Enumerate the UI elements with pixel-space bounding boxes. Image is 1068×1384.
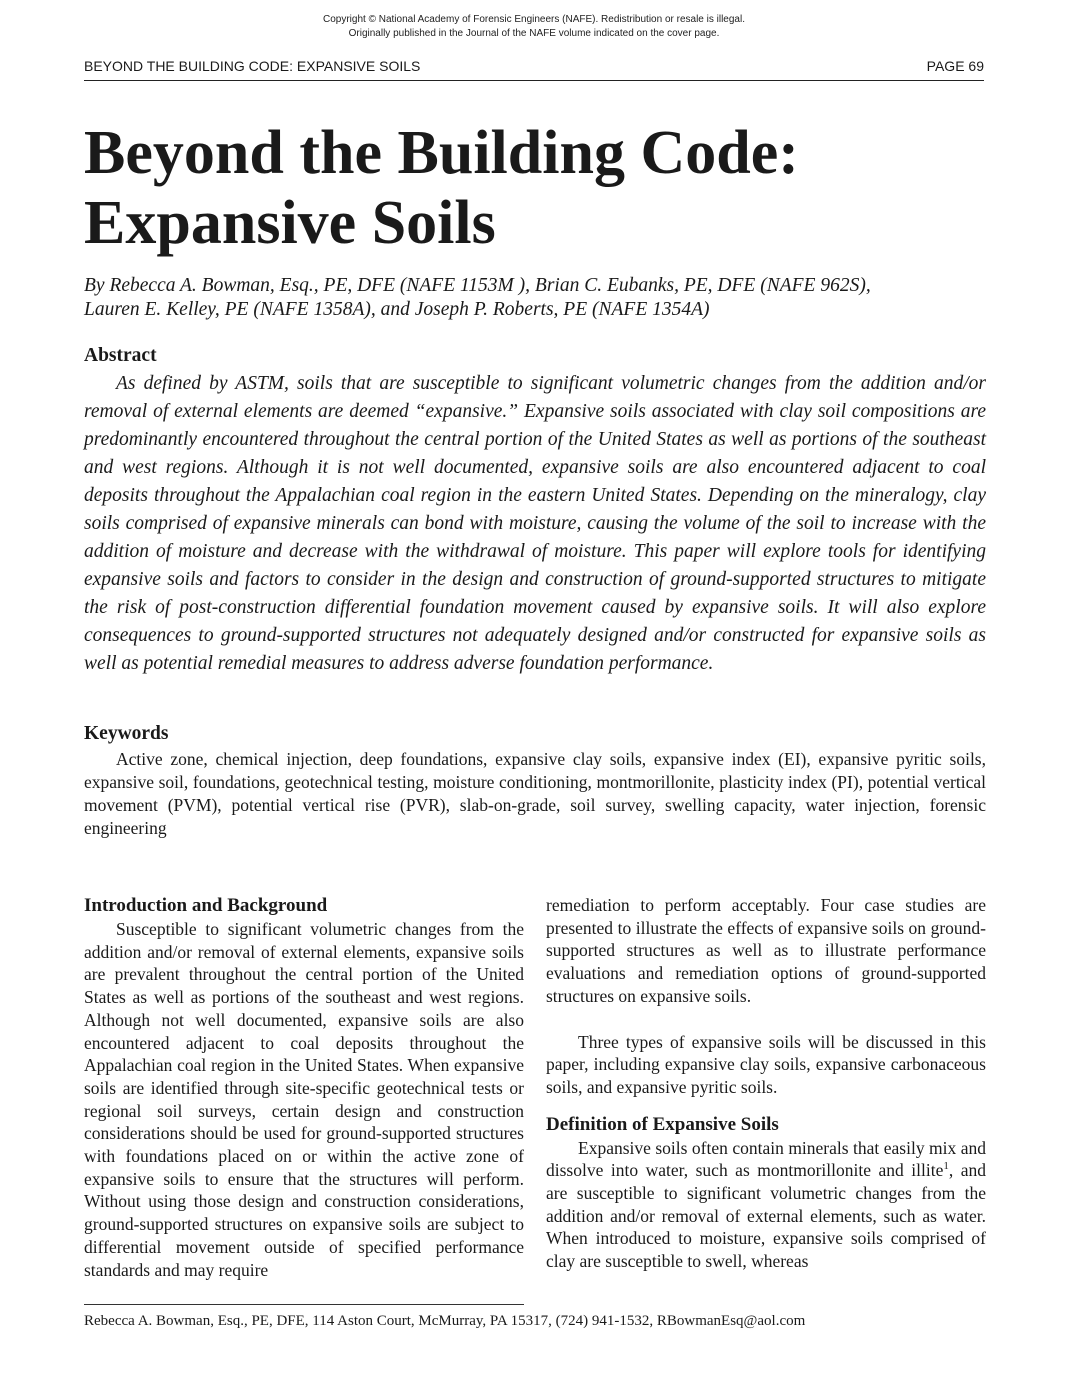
footnote-divider (84, 1304, 524, 1305)
footnote-ref-1[interactable]: 1 (943, 1160, 949, 1173)
left-column (84, 894, 524, 1281)
intro-paragraph-2: Three types of expansive soils will be discussed in this paper, including expansive clay soils, expansive carbonaceous soils, and expansive pyritic soils. (546, 1031, 986, 1097)
keywords-heading: Keywords (84, 723, 169, 744)
keywords-body: Active zone, chemical injection, deep foundations, expansive clay soils, expansive index (EI), expansive pyritic soils, expansive soil, foundations, geotechnical testing, moisture conditioning, montmorillonite, plasticity index (PI), potential vertical movement (PVM), potential vertical rise (PVR), slab-on-grade, soil survey, swelling capacity, water injection, forensic engineering (84, 749, 986, 838)
copyright-notice (0, 13, 1068, 41)
definition-text-b: , and are susceptible to significant volumetric changes from the addition and/or removal of external elements, such as water. When introduced to moisture, expansive soils comprised of clay are susceptible to swell, whereas (546, 1160, 986, 1272)
intro-paragraph-1: Susceptible to significant volumetric changes from the addition and/or removal of external elements, expansive soils are prevalent throughout the central portion of the United States as well as portions of the southeast and west regions. Although not well documented, expansive soils are also encountered adjacent to coal deposits throughout the Appalachian coal region in the United States. When expansive soils are identified through site-specific geotechnical tests or regional soil surveys, certain design and construction considerations should be used for ground-supported structures with foundations placed on or within the active zone of expansive soils to ensure that the structures will perform. Without using those design and construction considerations, ground-supported structures on expansive soils are subject to differential movement outside of specified performance standards and may require (84, 919, 524, 1280)
copyright-line-1: Copyright © National Academy of Forensic Engineers (NAFE). Redistribution or resale is illegal. (323, 14, 745, 25)
definition-text-a: Expansive soils often contain minerals that easily mix and dissolve into water, such as montmorillonite and illite (546, 1137, 986, 1181)
abstract-heading: Abstract (84, 345, 157, 366)
definition-heading: Definition of Expansive Soils (546, 1113, 779, 1135)
right-column (546, 894, 986, 1273)
copyright-line-2: Originally published in the Journal of the NAFE volume indicated on the cover page. (348, 28, 720, 39)
author-line-1: By Rebecca A. Bowman, Esq., PE, DFE (NAFE 1153M ), Brian C. Eubanks, PE, DFE (NAFE 962S), (84, 275, 871, 296)
intro-heading: Introduction and Background (84, 895, 328, 916)
author-footnote: Rebecca A. Bowman, Esq., PE, DFE, 114 Aston Court, McMurray, PA 15317, (724) 941-1532, RBowmanEsq@aol.com (84, 1313, 806, 1329)
running-title: BEYOND THE BUILDING CODE: EXPANSIVE SOILS (84, 58, 421, 74)
abstract-section (84, 344, 986, 678)
abstract-body: As defined by ASTM, soils that are susceptible to significant volumetric changes from the addition and/or removal of external elements are deemed “expansive.” Expansive soils associated with clay soil compositions are predominantly encountered throughout the central portion of the United States as well as portions of the southeast and west regions. Although it is not well documented, expansive soils are also encountered adjacent to coal deposits throughout the Appalachian coal region in the eastern United States. Depending on the mineralogy, clay soils comprised of expansive minerals can bond with moisture, causing the volume of the soil to increase with the addition of moisture and decrease with the withdrawal of moisture. This paper will explore tools for identifying expansive soils and factors to consider in the design and construction of ground-supported structures to mitigate the risk of post-construction differential foundation movement caused by expansive soils. It will also explore consequences to ground-supported structures not adequately designed and/or constructed for expansive soils as well as potential remedial measures to address adverse foundation performance. (84, 373, 986, 674)
article-title (84, 118, 984, 258)
author-byline (84, 274, 984, 322)
definition-paragraph-1 (546, 1137, 986, 1273)
keywords-section (84, 722, 986, 840)
page-number: PAGE 69 (926, 58, 984, 74)
intro-paragraph-1-continued: remediation to perform acceptably. Four case studies are presented to illustrate the effects of expansive soils on ground-supported structures as well as to illustrate performance evaluations and remediation options of ground-supported structures on expansive soils. (546, 895, 986, 1006)
author-line-2: Lauren E. Kelley, PE (NAFE 1358A), and Joseph P. Roberts, PE (NAFE 1354A) (84, 299, 710, 320)
title-line-1: Beyond the Building Code: (84, 119, 799, 187)
title-line-2: Expansive Soils (84, 189, 496, 257)
running-header (84, 58, 984, 81)
